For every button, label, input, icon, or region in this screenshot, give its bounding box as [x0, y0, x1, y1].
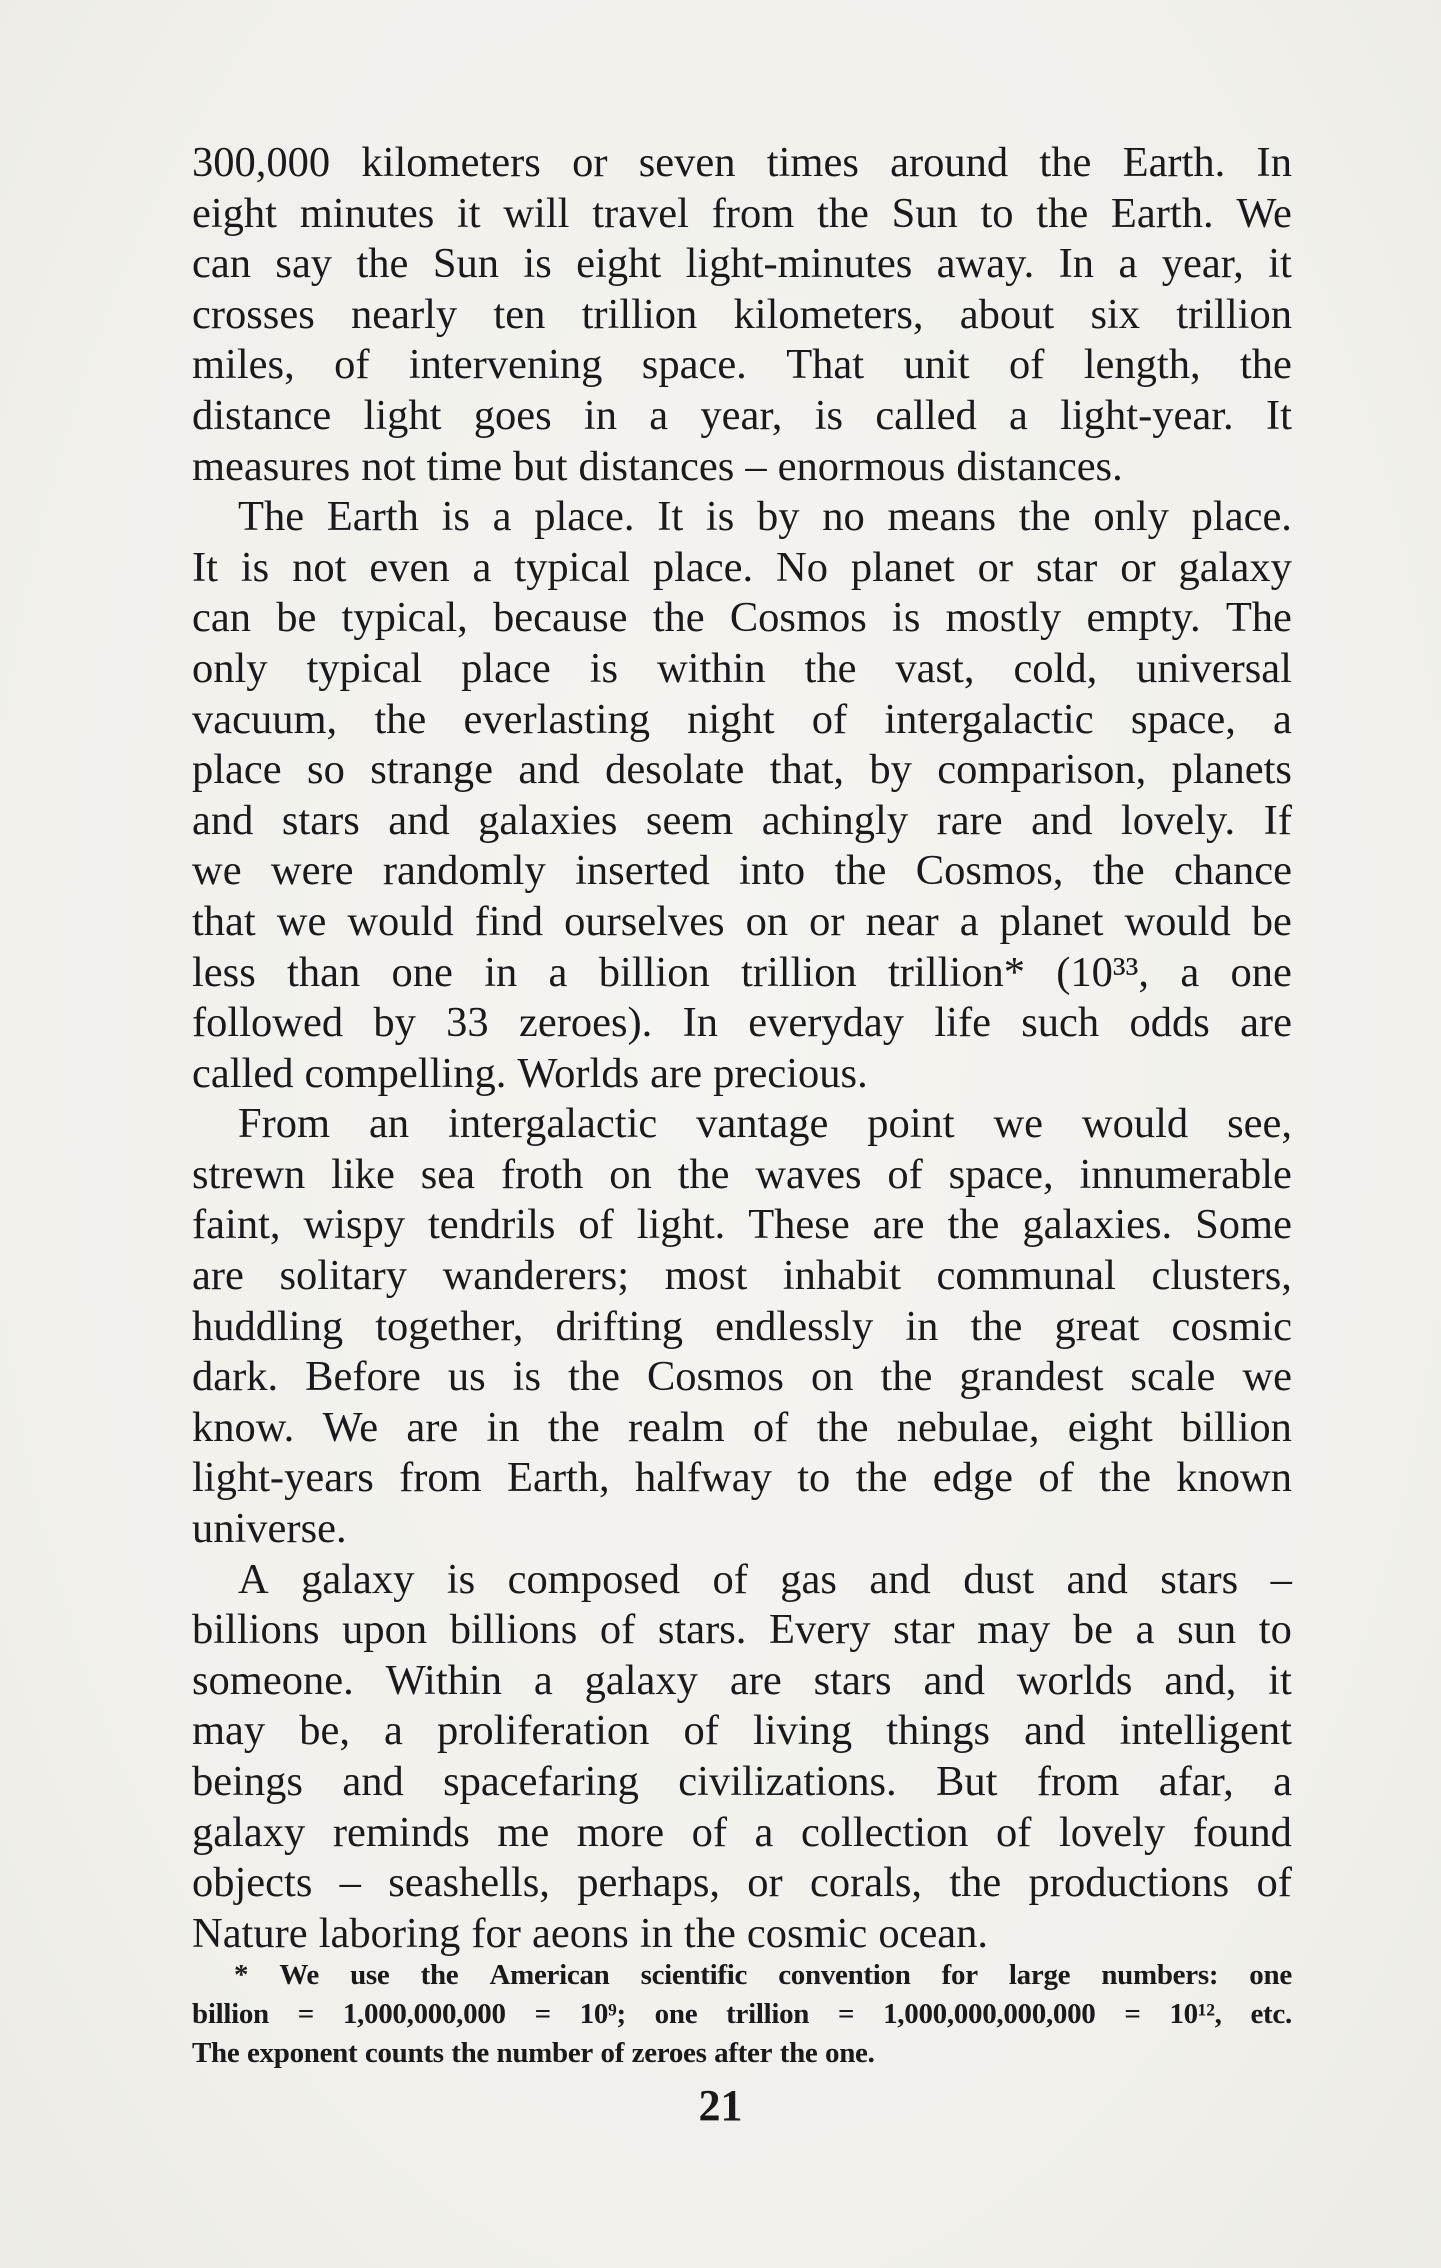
text-line: distance light goes in a year, is called a light-year. It [192, 391, 1292, 439]
footnote-line: The exponent counts the number of zeroes after the one. [192, 2037, 875, 2069]
text-line: galaxy reminds me more of a collection of lovely found [192, 1808, 1292, 1856]
text-line: someone. Within a galaxy are stars and worlds and, it [192, 1656, 1292, 1704]
text-line: strewn like sea froth on the waves of space, innumerable [192, 1150, 1292, 1198]
text-line: that we would find ourselves on or near a planet would be [192, 897, 1292, 945]
text-line: dark. Before us is the Cosmos on the grandest scale we [192, 1353, 1292, 1401]
text-line: know. We are in the realm of the nebulae, eight billion [192, 1403, 1292, 1451]
text-line: are solitary wanderers; most inhabit communal clusters, [192, 1252, 1292, 1300]
text-line: universe. [192, 1505, 347, 1553]
page-number: 21 [698, 2081, 743, 2130]
text-line: faint, wispy tendrils of light. These are the galaxies. Some [192, 1201, 1292, 1249]
text-line: crosses nearly ten trillion kilometers, about six trillion [192, 290, 1292, 338]
text-line: place so strange and desolate that, by comparison, planets [192, 746, 1292, 794]
text-line: followed by 33 zeroes). In everyday life such odds are [192, 999, 1292, 1047]
footnote-line: * We use the American scientific convention for large numbers: one [234, 1959, 1292, 1991]
text-line: huddling together, drifting endlessly in the great cosmic [192, 1302, 1292, 1350]
text-line: less than one in a billion trillion trillion* (10³³, a one [192, 948, 1292, 996]
footnote-line: billion = 1,000,000,000 = 10⁹; one trillion = 1,000,000,000,000 = 10¹², etc. [192, 1998, 1292, 2030]
text-line: Nature laboring for aeons in the cosmic ocean. [192, 1909, 989, 1957]
text-line: and stars and galaxies seem achingly rare and lovely. If [192, 796, 1292, 844]
text-line: light-years from Earth, halfway to the edge of the known [192, 1454, 1292, 1502]
text-line: A galaxy is composed of gas and dust and stars – [238, 1555, 1292, 1603]
body-text [192, 138, 1292, 1959]
text-line: From an intergalactic vantage point we would see, [238, 1100, 1292, 1148]
text-line: vacuum, the everlasting night of intergalactic space, a [192, 695, 1292, 743]
text-line: It is not even a typical place. No planet or star or galaxy [192, 543, 1292, 591]
text-line: called compelling. Worlds are precious. [192, 1049, 868, 1097]
text-line: billions upon billions of stars. Every star may be a sun to [192, 1606, 1292, 1654]
text-line: measures not time but distances – enormous distances. [192, 442, 1123, 490]
text-line: miles, of intervening space. That unit of length, the [192, 341, 1292, 389]
text-line: only typical place is within the vast, cold, universal [192, 644, 1292, 692]
text-line: may be, a proliferation of living things and intelligent [192, 1707, 1292, 1755]
text-line: 300,000 kilometers or seven times around the Earth. In [192, 139, 1292, 186]
text-line: eight minutes it will travel from the Sun to the Earth. We [192, 189, 1292, 237]
text-line: beings and spacefaring civilizations. But from afar, a [192, 1758, 1292, 1805]
text-line: objects – seashells, perhaps, or corals, the productions of [192, 1859, 1292, 1907]
text-line: we were randomly inserted into the Cosmos, the chance [192, 847, 1292, 895]
text-line: The Earth is a place. It is by no means the only place. [238, 493, 1292, 541]
footnote [192, 1956, 1292, 2073]
text-line: can be typical, because the Cosmos is mostly empty. The [192, 594, 1292, 642]
text-line: can say the Sun is eight light-minutes away. In a year, it [192, 240, 1292, 288]
